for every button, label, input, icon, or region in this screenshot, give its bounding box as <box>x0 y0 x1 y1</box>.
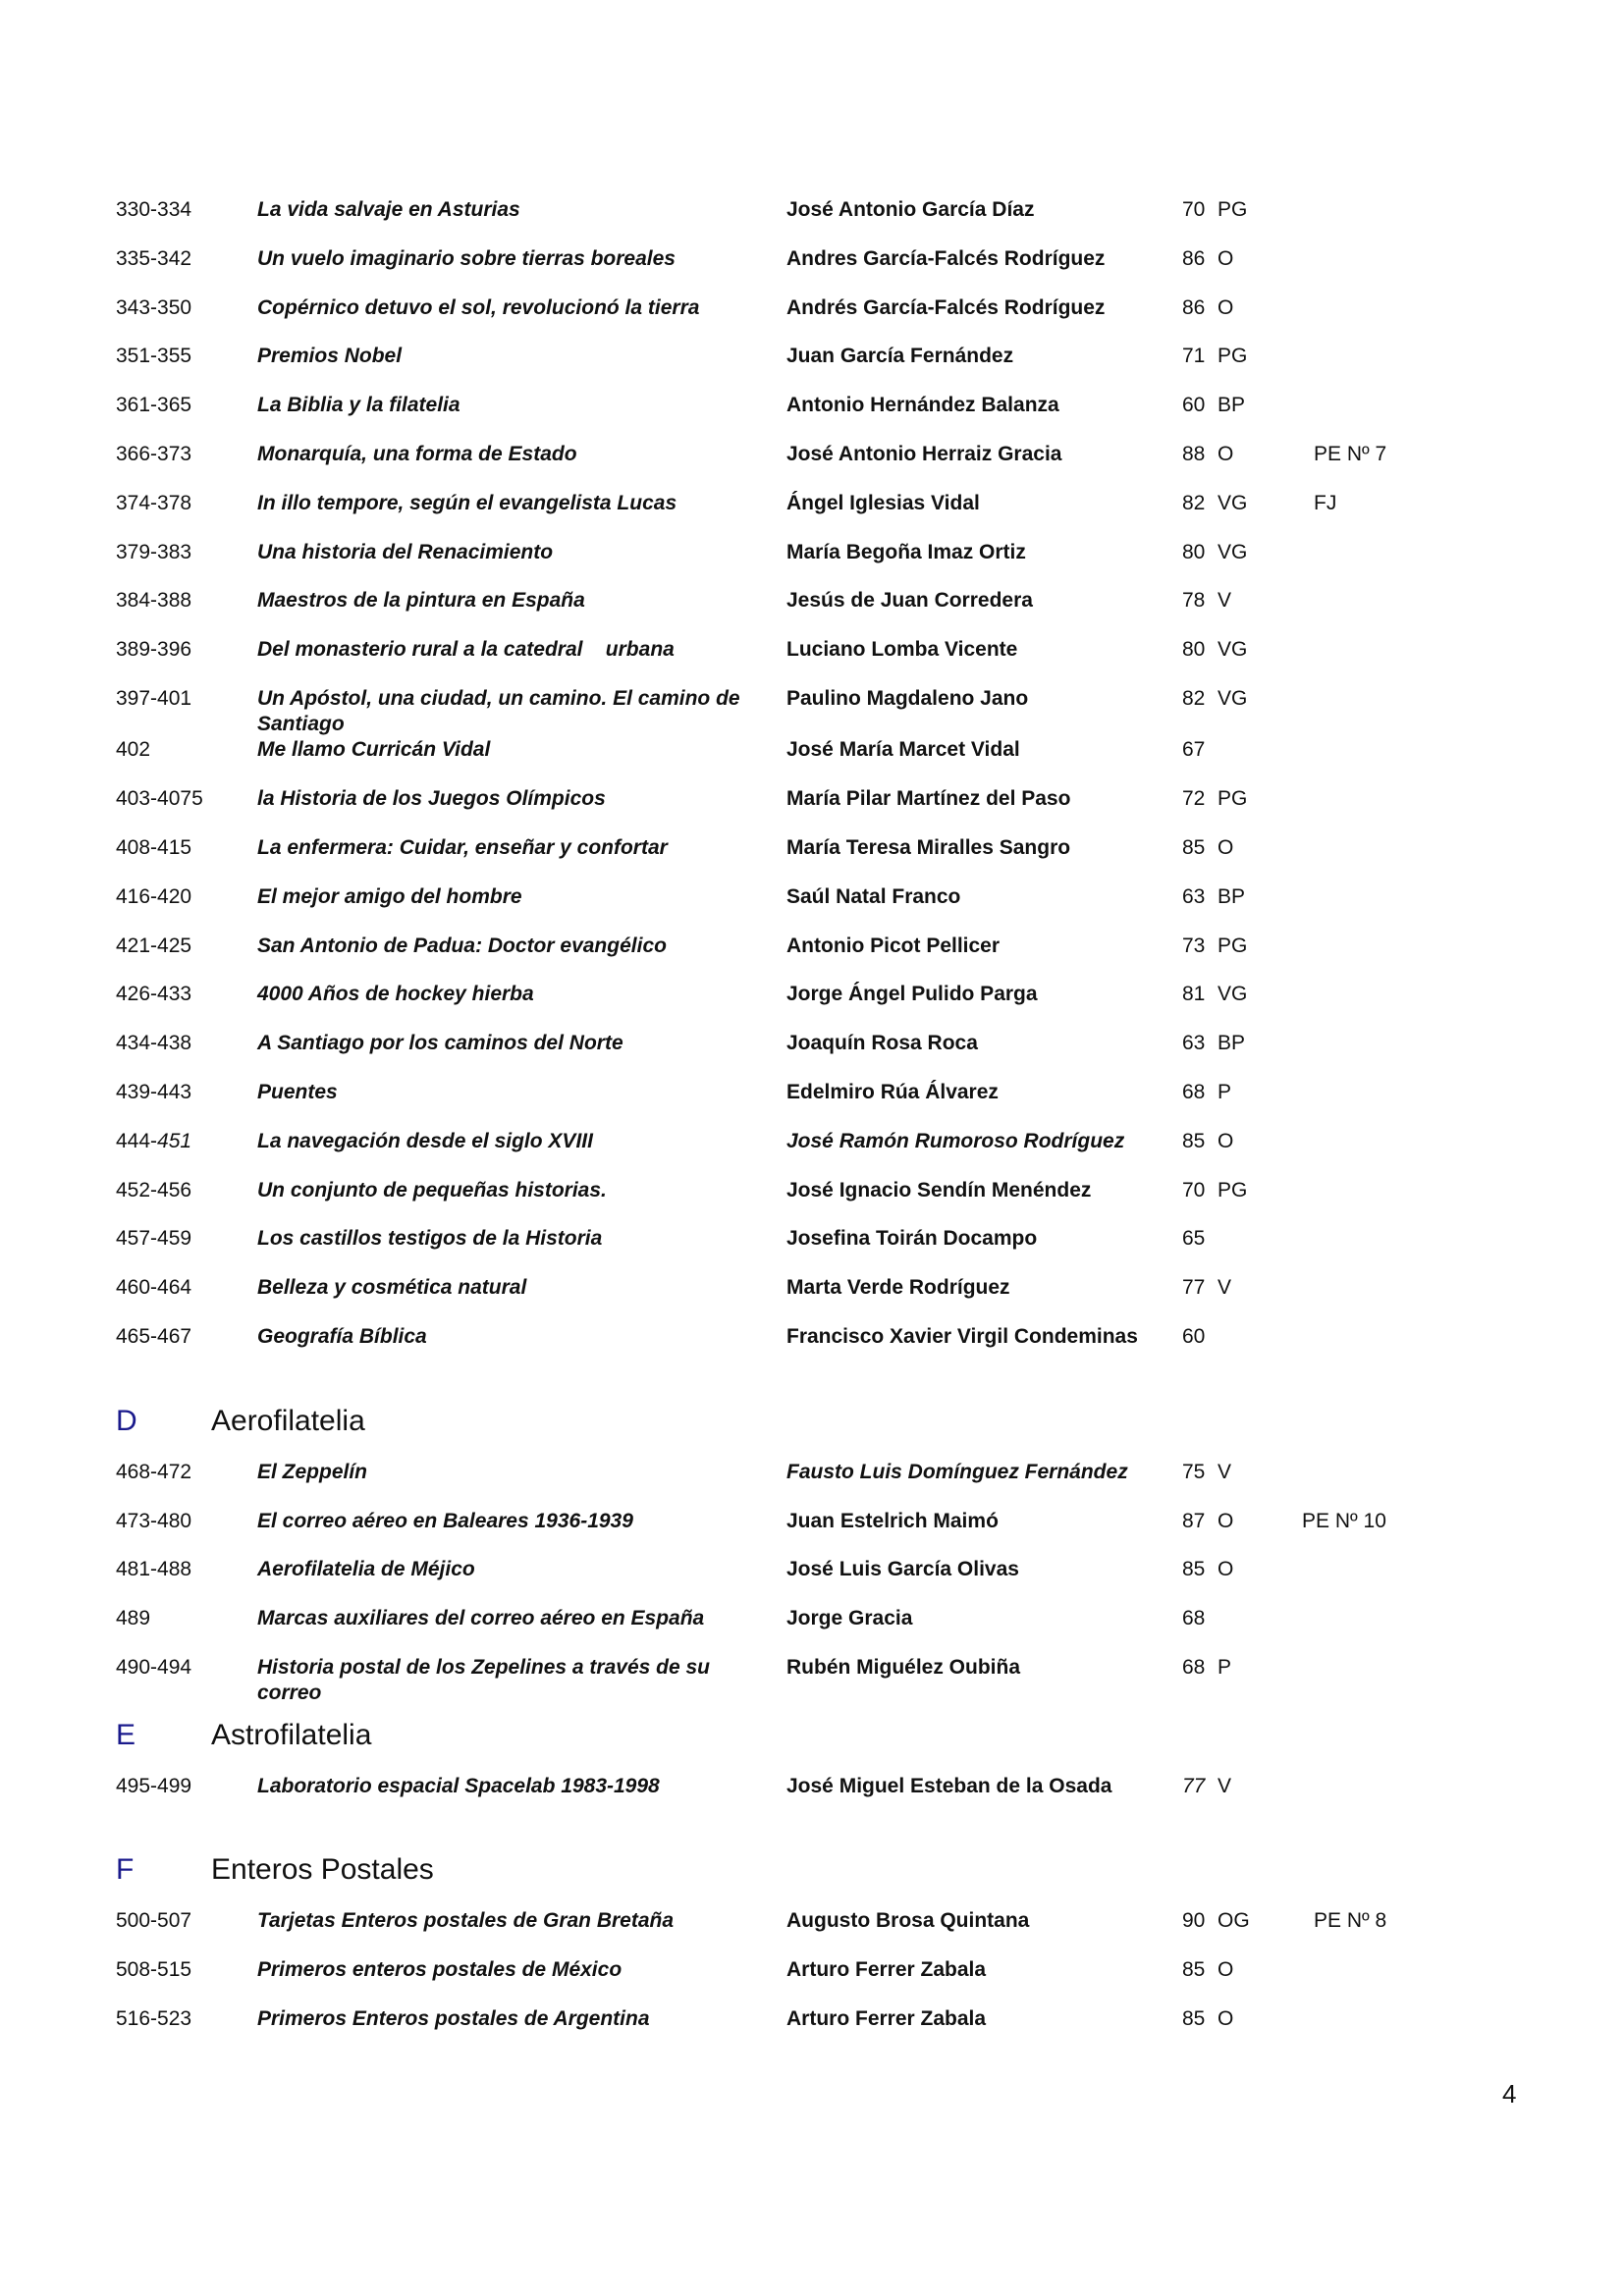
entry-code: 516-523 <box>116 2006 192 2030</box>
entry-score: 90 <box>1182 1909 1206 1933</box>
entry-author: Antonio Picot Pellicer <box>786 934 1001 957</box>
entry-score: 77 <box>1182 1774 1206 1797</box>
entry-title: Un Apóstol, una ciudad, un camino. El camino de Santiago <box>257 686 740 735</box>
entry-score: 77 <box>1182 1276 1206 1300</box>
entry-code: 408-415 <box>116 836 192 860</box>
entry-author: Luciano Lomba Vicente <box>786 638 1018 662</box>
entry-medal: VG <box>1218 983 1248 1006</box>
entry-code: 439-443 <box>116 1081 192 1104</box>
table-row <box>116 1551 1412 1600</box>
entry-title: La vida salvaje en Asturias <box>257 198 520 221</box>
entry-medal: V <box>1218 589 1232 613</box>
table-row <box>116 680 1412 735</box>
entry-title: El correo aéreo en Baleares 1936-1939 <box>257 1509 633 1532</box>
entry-title: Primeros enteros postales de México <box>257 1958 623 1982</box>
entry-title: El mejor amigo del hombre <box>257 884 522 908</box>
entry-author: Arturo Ferrer Zabala <box>786 2006 987 2030</box>
entry-code: 508-515 <box>116 1958 192 1982</box>
entry-score: 82 <box>1182 491 1206 514</box>
entry-score: 86 <box>1182 246 1206 270</box>
entry-author: Paulino Magdaleno Jano <box>786 686 1029 710</box>
entry-score: 85 <box>1182 1558 1206 1581</box>
table-row <box>116 1220 1412 1269</box>
entry-author: José Ignacio Sendín Menéndez <box>786 1178 1092 1201</box>
entry-medal: BP <box>1218 1032 1246 1055</box>
entry-code: 468-472 <box>116 1460 192 1483</box>
entry-score: 71 <box>1182 345 1206 368</box>
entry-author: José Luis García Olivas <box>786 1558 1019 1581</box>
table-row <box>116 976 1412 1025</box>
table-row <box>116 1025 1412 1074</box>
entry-code: 489 <box>116 1607 151 1630</box>
entry-code: 457-459 <box>116 1227 192 1251</box>
entry-title: Primeros Enteros postales de Argentina <box>257 2006 650 2030</box>
entry-code: 335-342 <box>116 246 192 270</box>
table-row <box>116 1600 1412 1649</box>
entry-author: Marta Verde Rodríguez <box>786 1276 1010 1300</box>
entry-code: 481-488 <box>116 1558 192 1581</box>
entry-author: Joaquín Rosa Roca <box>786 1032 978 1055</box>
table-row <box>116 1951 1412 2001</box>
entry-author: Jorge Ángel Pulido Parga <box>786 983 1038 1006</box>
entry-code: 384-388 <box>116 589 192 613</box>
entry-title: Maestros de la pintura en España <box>257 589 585 613</box>
entry-score: 80 <box>1182 638 1206 662</box>
entry-medal: P <box>1218 1081 1232 1104</box>
entry-score: 70 <box>1182 198 1206 221</box>
entry-author: Fausto Luis Domínguez Fernández <box>786 1460 1128 1483</box>
entry-score: 87 <box>1182 1509 1206 1532</box>
table-row <box>116 928 1412 977</box>
entry-note: FJ <box>1314 491 1337 514</box>
entry-title: La Biblia y la filatelia <box>257 394 460 417</box>
entry-code: 366-373 <box>116 442 192 465</box>
entry-title: Puentes <box>257 1081 338 1104</box>
entry-score: 85 <box>1182 1129 1206 1152</box>
table-row <box>116 290 1412 339</box>
entry-title: Monarquía, una forma de Estado <box>257 442 577 465</box>
entry-medal: VG <box>1218 491 1248 514</box>
entry-title: Una historia del Renacimiento <box>257 540 554 563</box>
table-row <box>116 1649 1412 1705</box>
table-row <box>116 731 1412 780</box>
section-letter: F <box>116 1853 135 1887</box>
entry-code: 473-480 <box>116 1509 192 1532</box>
entry-note: PE Nº 7 <box>1314 442 1387 465</box>
entry-code: 465-467 <box>116 1325 192 1349</box>
section-heading <box>116 1705 1412 1760</box>
entry-author: Josefina Toirán Docampo <box>786 1227 1038 1251</box>
entry-code: 343-350 <box>116 295 192 319</box>
entry-code: 403-4075 <box>116 787 203 811</box>
entry-author: Andrés García-Falcés Rodríguez <box>786 295 1106 319</box>
entry-score: 65 <box>1182 1227 1206 1251</box>
entry-author: José Miguel Esteban de la Osada <box>786 1774 1112 1797</box>
table-row <box>116 534 1412 583</box>
entry-note: PE Nº 10 <box>1302 1509 1386 1532</box>
entry-medal: BP <box>1218 394 1246 417</box>
entry-title: 4000 Años de hockey hierba <box>257 983 534 1006</box>
entry-code: 351-355 <box>116 345 192 368</box>
entry-code: 490-494 <box>116 1656 192 1680</box>
entry-author: Augusto Brosa Quintana <box>786 1909 1030 1933</box>
entry-medal: PG <box>1218 1178 1248 1201</box>
entry-author: Juan García Fernández <box>786 345 1014 368</box>
table-row <box>116 631 1412 680</box>
entry-code: 452-456 <box>116 1178 192 1201</box>
entry-medal: P <box>1218 1656 1232 1680</box>
entry-medal: PG <box>1218 934 1248 957</box>
table-row <box>116 338 1412 387</box>
entry-medal: BP <box>1218 884 1246 908</box>
entry-author: Francisco Xavier Virgil Condeminas <box>786 1325 1138 1349</box>
entry-medal: PG <box>1218 345 1248 368</box>
entry-code: 389-396 <box>116 638 192 662</box>
entry-score: 60 <box>1182 1325 1206 1349</box>
entry-author: María Pilar Martínez del Paso <box>786 787 1071 811</box>
page-number: 4 <box>1502 2079 1517 2109</box>
entry-note: PE Nº 8 <box>1314 1909 1387 1933</box>
entry-score: 81 <box>1182 983 1206 1006</box>
entry-code: 374-378 <box>116 491 192 514</box>
entry-medal: O <box>1218 1509 1234 1532</box>
entry-title: Me llamo Curricán Vidal <box>257 738 491 762</box>
table-row <box>116 829 1412 879</box>
entry-medal: O <box>1218 836 1234 860</box>
entry-score: 73 <box>1182 934 1206 957</box>
entry-score: 86 <box>1182 295 1206 319</box>
entry-title: Aerofilatelia de Méjico <box>257 1558 475 1581</box>
entry-code: 460-464 <box>116 1276 192 1300</box>
table-row <box>116 1074 1412 1123</box>
entry-author: María Begoña Imaz Ortiz <box>786 540 1026 563</box>
entry-code: 361-365 <box>116 394 192 417</box>
entry-code: 495-499 <box>116 1774 192 1797</box>
table-row <box>116 240 1412 290</box>
entry-score: 68 <box>1182 1081 1206 1104</box>
entry-score: 72 <box>1182 787 1206 811</box>
entry-author: Ángel Iglesias Vidal <box>786 491 980 514</box>
entry-code-end: 451 <box>157 1129 192 1152</box>
entry-medal: O <box>1218 1558 1234 1581</box>
section-name: Enteros Postales <box>211 1853 434 1887</box>
entry-score: 63 <box>1182 884 1206 908</box>
entry-title: El Zeppelín <box>257 1460 368 1483</box>
entries-list <box>116 191 1412 2050</box>
entry-score: 80 <box>1182 540 1206 563</box>
entry-author: José Ramón Rumoroso Rodríguez <box>786 1129 1125 1152</box>
section-letter: D <box>116 1404 137 1437</box>
entry-medal: O <box>1218 1129 1234 1152</box>
entry-author: Juan Estelrich Maimó <box>786 1509 999 1532</box>
entry-title: Historia postal de los Zepelines a través de su correo <box>257 1656 710 1705</box>
entry-author: Rubén Miguélez Oubiña <box>786 1656 1021 1680</box>
entry-author: Edelmiro Rúa Álvarez <box>786 1081 999 1104</box>
table-row <box>116 1269 1412 1318</box>
section-letter: E <box>116 1718 136 1751</box>
entry-score: 60 <box>1182 394 1206 417</box>
table-row <box>116 2001 1412 2050</box>
entry-score: 63 <box>1182 1032 1206 1055</box>
table-row <box>116 1172 1412 1221</box>
entry-title: Premios Nobel <box>257 345 403 368</box>
entry-title: Un vuelo imaginario sobre tierras boreales <box>257 246 676 270</box>
entry-medal: V <box>1218 1774 1232 1797</box>
entry-author: José Antonio Herraiz Gracia <box>786 442 1062 465</box>
entry-medal: VG <box>1218 638 1248 662</box>
entry-score: 67 <box>1182 738 1206 762</box>
entry-title: A Santiago por los caminos del Norte <box>257 1032 623 1055</box>
table-row <box>116 1318 1412 1367</box>
entry-score: 85 <box>1182 2006 1206 2030</box>
table-row <box>116 1503 1412 1552</box>
entry-title: Los castillos testigos de la Historia <box>257 1227 603 1251</box>
entry-title: San Antonio de Padua: Doctor evangélico <box>257 934 667 957</box>
entry-code: 434-438 <box>116 1032 192 1055</box>
entry-code: 500-507 <box>116 1909 192 1933</box>
entry-title: Marcas auxiliares del correo aéreo en España <box>257 1607 705 1630</box>
section-heading <box>116 1840 1412 1895</box>
entry-score: 70 <box>1182 1178 1206 1201</box>
entry-score: 85 <box>1182 836 1206 860</box>
entry-medal: O <box>1218 2006 1234 2030</box>
entry-score: 85 <box>1182 1958 1206 1982</box>
entry-title: Un conjunto de pequeñas historias. <box>257 1178 607 1201</box>
entry-title: la Historia de los Juegos Olímpicos <box>257 787 606 811</box>
entry-score: 78 <box>1182 589 1206 613</box>
entry-code: 379-383 <box>116 540 192 563</box>
table-row <box>116 1454 1412 1503</box>
table-row <box>116 1902 1412 1951</box>
entry-medal: V <box>1218 1276 1232 1300</box>
table-row <box>116 780 1412 829</box>
entry-title: Del monasterio rural a la catedral urbana <box>257 638 675 662</box>
table-row <box>116 582 1412 631</box>
table-row <box>116 485 1412 534</box>
entry-author: Jorge Gracia <box>786 1607 913 1630</box>
entry-code: 330-334 <box>116 198 192 221</box>
entry-author: Saúl Natal Franco <box>786 884 961 908</box>
entry-author: Antonio Hernández Balanza <box>786 394 1059 417</box>
entry-author: José Antonio García Díaz <box>786 198 1035 221</box>
entry-author: Jesús de Juan Corredera <box>786 589 1033 613</box>
entry-medal: O <box>1218 442 1234 465</box>
entry-medal: O <box>1218 1958 1234 1982</box>
entry-score: 68 <box>1182 1656 1206 1680</box>
table-row <box>116 436 1412 485</box>
section-name: Astrofilatelia <box>211 1718 372 1751</box>
entry-medal: V <box>1218 1460 1232 1483</box>
entry-medal: VG <box>1218 686 1248 710</box>
entry-code <box>116 1129 244 1154</box>
entry-score: 75 <box>1182 1460 1206 1483</box>
entry-title: La navegación desde el siglo XVIII <box>257 1129 593 1152</box>
entry-title: Laboratorio espacial Spacelab 1983-1998 <box>257 1774 660 1797</box>
table-row <box>116 387 1412 436</box>
entry-code: 421-425 <box>116 934 192 957</box>
entry-author: María Teresa Miralles Sangro <box>786 836 1071 860</box>
section-heading <box>116 1391 1412 1446</box>
entry-medal: O <box>1218 295 1234 319</box>
table-row <box>116 1768 1412 1817</box>
entry-code: 416-420 <box>116 884 192 908</box>
entry-score: 82 <box>1182 686 1206 710</box>
entry-medal: VG <box>1218 540 1248 563</box>
entry-title: La enfermera: Cuidar, enseñar y confortar <box>257 836 668 860</box>
entry-title: Belleza y cosmética natural <box>257 1276 527 1300</box>
entry-code-start: 444- <box>116 1129 158 1152</box>
entry-score: 88 <box>1182 442 1206 465</box>
entry-code: 402 <box>116 738 151 762</box>
entry-medal: PG <box>1218 198 1248 221</box>
entry-title: Copérnico detuvo el sol, revolucionó la tierra <box>257 295 700 319</box>
entry-medal: O <box>1218 246 1234 270</box>
table-row <box>116 879 1412 928</box>
section-name: Aerofilatelia <box>211 1404 365 1437</box>
entry-title: Tarjetas Enteros postales de Gran Bretaña <box>257 1909 675 1933</box>
entry-code: 397-401 <box>116 686 192 710</box>
entry-title: In illo tempore, según el evangelista Lucas <box>257 491 677 514</box>
entry-medal: OG <box>1218 1909 1250 1933</box>
entry-medal: PG <box>1218 787 1248 811</box>
table-row <box>116 191 1412 240</box>
entry-title: Geografía Bíblica <box>257 1325 427 1349</box>
entry-author: Andres García-Falcés Rodríguez <box>786 246 1106 270</box>
table-row <box>116 1123 1412 1172</box>
entry-score: 68 <box>1182 1607 1206 1630</box>
entry-code: 426-433 <box>116 983 192 1006</box>
entry-author: Arturo Ferrer Zabala <box>786 1958 987 1982</box>
entry-author: José María Marcet Vidal <box>786 738 1020 762</box>
